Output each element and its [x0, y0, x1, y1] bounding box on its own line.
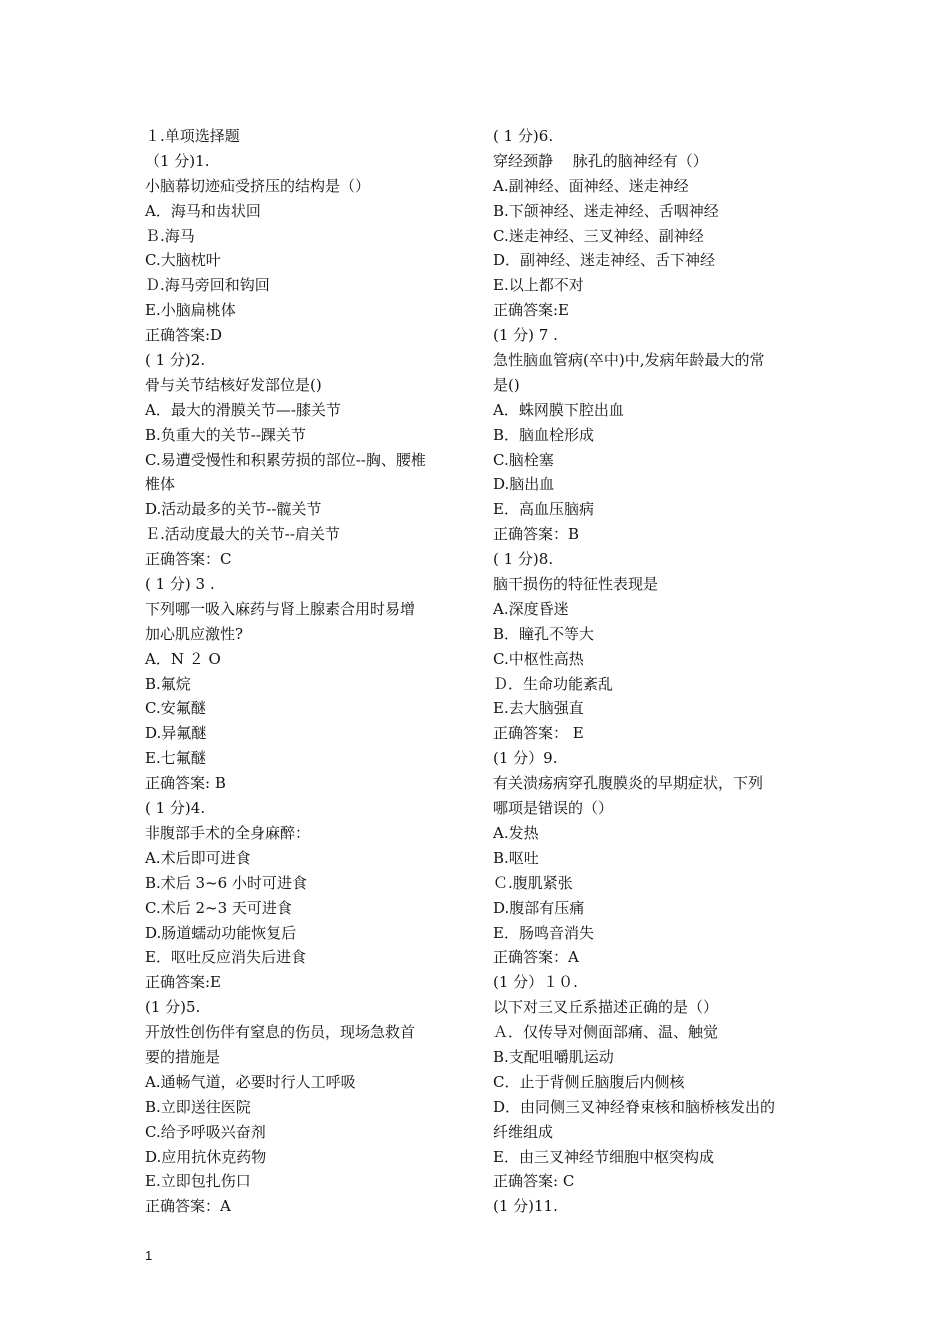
- text-line: １.单项选择题: [145, 127, 240, 145]
- text-line: A.通畅气道，必要时行人工呼吸: [145, 1072, 356, 1091]
- text-line: A.深度昏迷: [493, 599, 569, 618]
- text-line: 正确答案：C: [145, 550, 232, 569]
- text-line: B.负重大的关节--踝关节: [145, 425, 306, 444]
- text-line: E.立即包扎伤口: [145, 1172, 251, 1191]
- text-line: 穿经颈静 脉孔的脑神经有（）: [493, 151, 708, 170]
- text-line: 脑干损伤的特征性表现是: [493, 575, 659, 594]
- text-line: 是(): [493, 375, 520, 394]
- text-line: 正确答案:D: [145, 326, 223, 345]
- text-line: (1 分)5.: [145, 998, 201, 1017]
- text-line: A．N ２ O: [145, 649, 221, 668]
- text-line: E．肠鸣音消失: [493, 923, 594, 942]
- text-line: A.发热: [493, 823, 539, 842]
- page-number: 1: [145, 1248, 153, 1263]
- text-line: Ｃ.腹肌紧张: [493, 873, 573, 892]
- text-line: 椎体: [145, 475, 176, 494]
- text-line: 有关溃疡病穿孔腹膜炎的早期症状，下列: [493, 774, 764, 793]
- text-line: (1 分）9.: [493, 749, 558, 768]
- text-line: B.立即送往医院: [145, 1097, 251, 1116]
- text-line: (1 分）１０.: [493, 973, 578, 992]
- text-line: B．脑血栓形成: [493, 425, 595, 444]
- text-line: 正确答案:E: [493, 301, 570, 320]
- text-line: 加心肌应激性?: [145, 624, 244, 643]
- text-line: 正确答案：A: [493, 948, 579, 967]
- text-line: E．由三叉神经节细胞中枢突构成: [493, 1147, 714, 1166]
- text-line: B.氟烷: [145, 674, 191, 693]
- text-line: 正确答案: B: [145, 774, 226, 793]
- text-line: D.活动最多的关节--髋关节: [145, 500, 322, 519]
- text-line: 要的措施是: [145, 1047, 221, 1066]
- text-line: E.七氟醚: [145, 749, 206, 768]
- text-line: 小脑幕切迹疝受挤压的结构是（）: [145, 176, 371, 195]
- text-line: D.腹部有压痛: [493, 898, 585, 917]
- text-line: C.大脑枕叶: [145, 251, 221, 270]
- text-line: C.安氟醚: [145, 699, 206, 718]
- text-line: 正确答案：B: [493, 525, 580, 544]
- text-line: Ｄ．生命功能紊乱: [493, 674, 614, 693]
- text-line: A．最大的滑膜关节—-膝关节: [145, 400, 341, 419]
- text-line: (1 分)11.: [493, 1197, 558, 1216]
- text-line: 急性脑血管病(卒中)中,发病年龄最大的常: [493, 351, 765, 370]
- text-line: C.术后 2~3 天可进食: [145, 898, 292, 917]
- text-line: E.以上都不对: [493, 276, 584, 295]
- text-line: 下列哪一吸入麻药与肾上腺素合用时易增: [145, 599, 416, 618]
- text-line: ( 1 分)8.: [493, 550, 554, 569]
- text-line: B.支配咀嚼肌运动: [493, 1047, 614, 1066]
- text-line: C.中枢性高热: [493, 649, 584, 668]
- text-line: 正确答案： E: [493, 724, 584, 743]
- text-line: D．副神经、迷走神经、舌下神经: [493, 251, 716, 270]
- text-line: 纤维组成: [493, 1122, 554, 1141]
- text-line: D.肠道蠕动功能恢复后: [145, 923, 297, 942]
- text-line: D．由同侧三叉神经脊束核和脑桥核发出的: [493, 1097, 776, 1116]
- text-line: 非腹部手术的全身麻醉：: [145, 823, 311, 842]
- text-line: A.术后即可进食: [145, 848, 251, 867]
- text-line: B.呕吐: [493, 848, 539, 867]
- text-line: B．瞳孔不等大: [493, 624, 595, 643]
- text-line: D.脑出血: [493, 475, 555, 494]
- text-line: C.迷走神经、三叉神经、副神经: [493, 226, 704, 245]
- text-line: 正确答案: C: [493, 1172, 575, 1191]
- text-line: E.小脑扁桃体: [145, 301, 236, 320]
- text-line: (1 分) 7 .: [493, 326, 558, 345]
- text-line: Ｅ.活动度最大的关节--肩关节: [145, 525, 340, 544]
- right-column: [493, 124, 813, 1219]
- text-line: C.易遭受慢性和积累劳损的部位--胸、腰椎: [145, 450, 426, 469]
- text-line: Ｄ.海马旁回和钩回: [145, 276, 270, 295]
- text-line: 开放性创伤伴有窒息的伤员，现场急救首: [145, 1023, 416, 1042]
- text-line: E．呕吐反应消失后进食: [145, 948, 306, 967]
- text-line: C．止于背侧丘脑腹后内侧核: [493, 1072, 685, 1091]
- text-line: D.应用抗休克药物: [145, 1147, 267, 1166]
- text-line: B.下颌神经、迷走神经、舌咽神经: [493, 201, 719, 220]
- text-line: E.去大脑强直: [493, 699, 584, 718]
- text-line: C.脑栓塞: [493, 450, 554, 469]
- text-line: 正确答案:E: [145, 973, 222, 992]
- text-line: B.术后 3~6 小时可进食: [145, 873, 307, 892]
- text-line: E．高血压脑病: [493, 500, 594, 519]
- text-line: （1 分)1.: [145, 151, 210, 170]
- text-line: 正确答案：A: [145, 1197, 231, 1216]
- text-line: Ｂ.海马: [145, 226, 195, 245]
- text-line: D.异氟醚: [145, 724, 207, 743]
- text-line: ( 1 分) 3 .: [145, 575, 215, 594]
- text-line: 骨与关节结核好发部位是(): [145, 375, 322, 394]
- text-line: C.给予呼吸兴奋剂: [145, 1122, 266, 1141]
- text-line: Ａ．仅传导对侧面部痛、温、触觉: [493, 1023, 719, 1042]
- text-line: A．海马和齿状回: [145, 201, 261, 220]
- text-line: ( 1 分)2.: [145, 351, 206, 370]
- text-line: 哪项是错误的（）: [493, 799, 614, 818]
- left-column: [145, 124, 475, 1219]
- text-line: 以下对三叉丘系描述正确的是（）: [493, 998, 719, 1017]
- text-line: A．蛛网膜下腔出血: [493, 400, 624, 419]
- text-line: ( 1 分)6.: [493, 127, 554, 145]
- text-line: ( 1 分)4.: [145, 799, 206, 818]
- text-line: A.副神经、面神经、迷走神经: [493, 176, 689, 195]
